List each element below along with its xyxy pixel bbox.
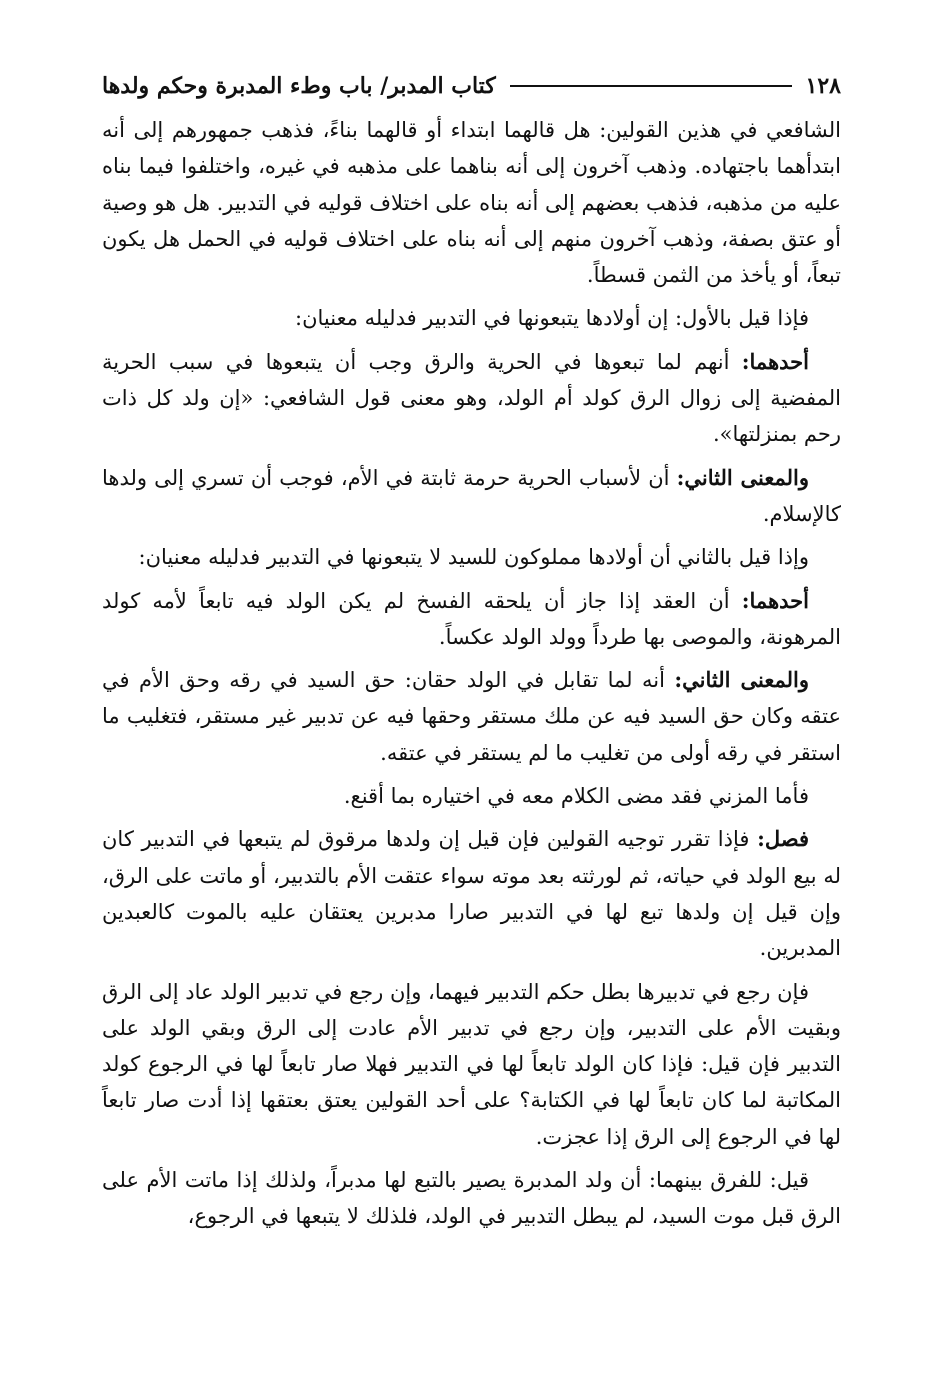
paragraph-text: أنه لما تقابل في الولد حقان: حق السيد في رقه وحق الأم في عتقه وكان حق السيد فيه عن ملك مستقر وحقها فيه عن تدبير غير مستقر، فتغليب ما استقر في رقه أولى من تغليب ما لم يستقر في عتقه. bbox=[102, 668, 841, 765]
page-number: ١٢٨ bbox=[805, 73, 841, 99]
paragraph bbox=[102, 974, 841, 1155]
paragraph-text: فإذا قيل بالأول: إن أولادها يتبعونها في التدبير فدليله معنيان: bbox=[295, 306, 809, 331]
paragraph bbox=[102, 583, 841, 656]
paragraph bbox=[102, 112, 841, 293]
page-body bbox=[102, 112, 841, 1235]
running-header bbox=[102, 68, 841, 104]
paragraph-lead: أحدهما: bbox=[741, 348, 809, 374]
section-paragraph bbox=[102, 821, 841, 966]
paragraph-text: الشافعي في هذين القولين: هل قالهما ابتداء أو قالهما بناءً، فذهب جمهورهم إلى أنه ابتدأهما باجتهاده. وذهب آخرون إلى أنه بناهما على مذهبه في غيره، واختلفوا فيما بناه عليه من مذهبه، فذهب بعضهم إلى أنه بناه على اختلاف قوليه في التدبير. هل هو وصية أو عتق بصفة، وذهب آخرون منهم إلى أنه بناه على اختلاف قوليه في الحمل هل يكون تبعاً، أو يأخذ من الثمن قسطاً. bbox=[102, 118, 841, 288]
paragraph bbox=[102, 1162, 841, 1235]
paragraph-lead: والمعنى الثاني: bbox=[676, 464, 809, 490]
paragraph-text: فأما المزني فقد مضى الكلام معه في اختياره بما أقنع. bbox=[343, 784, 809, 809]
paragraph-text: أنهم لما تبعوها في الحرية والرق وجب أن يتبعوها في سبب الحرية المفضية إلى زوال الرق كولد أم الولد، وهو معنى قول الشافعي: «إن ولد كل ذات رحم بمنزلتها». bbox=[102, 349, 841, 447]
section-lead: فصل: bbox=[757, 826, 809, 852]
paragraph bbox=[102, 539, 841, 575]
paragraph-text: فإن رجع في تدبيرها بطل حكم التدبير فيهما، وإن رجع في تدبير الولد عاد إلى الرق وبقيت الأم على التدبير، وإن رجع في تدبير الأم عادت إلى الرق وبقي الولد على التدبير فإن قيل: فإذا كان الولد تابعاً لها في التدبير فهلا صار تابعاً لها في الرجوع كولد المكاتبة لما كان تابعاً لها في الكتابة؟ على أحد القولين يعتق بعتقها إذا أدت صار تابعاً لها في الرجوع إلى الرق إذا عجزت. bbox=[102, 979, 841, 1149]
paragraph bbox=[102, 300, 841, 336]
header-rule bbox=[510, 85, 792, 87]
paragraph-lead: والمعنى الثاني: bbox=[674, 667, 809, 693]
paragraph bbox=[102, 662, 841, 771]
paragraph-text: أن العقد إذا جاز أن يلحقه الفسخ لم يكن الولد فيه تابعاً لأمه كولد المرهونة، والموصى بها طرداً وولد الولد عكساً. bbox=[102, 588, 841, 649]
running-title: كتاب المدبر/ باب وطء المدبرة وحكم ولدها bbox=[102, 73, 496, 99]
paragraph-text: قيل: للفرق بينهما: أن ولد المدبرة يصير بالتبع لها مدبراً، ولذلك إذا ماتت الأم على الرق قبل موت السيد، لم يبطل التدبير في الولد، فلذلك لا يتبعها في الرجوع، bbox=[102, 1168, 841, 1229]
paragraph-text: فإذا تقرر توجيه القولين فإن قيل إن ولدها مرقوق لم يتبعها في التدبير كان له بيع الولد في حياته، ثم لورثته بعد موته سواء عتقت الأم بالتدبير، أو ماتت على الرق، وإن قيل إن ولدها تبع لها في التدبير صارا مدبرين يعتقان عليه بالموت كالعبدين المدبرين. bbox=[102, 827, 841, 961]
paragraph bbox=[102, 778, 841, 814]
paragraph-text: أن لأسباب الحرية حرمة ثابتة في الأم، فوجب أن تسري إلى ولدها كالإسلام. bbox=[102, 465, 841, 526]
paragraph-lead: أحدهما: bbox=[741, 587, 809, 613]
paragraph bbox=[102, 344, 841, 453]
paragraph bbox=[102, 460, 841, 533]
paragraph-text: وإذا قيل بالثاني أن أولادها مملوكون للسيد لا يتبعونها في التدبير فدليله معنيان: bbox=[138, 545, 809, 570]
